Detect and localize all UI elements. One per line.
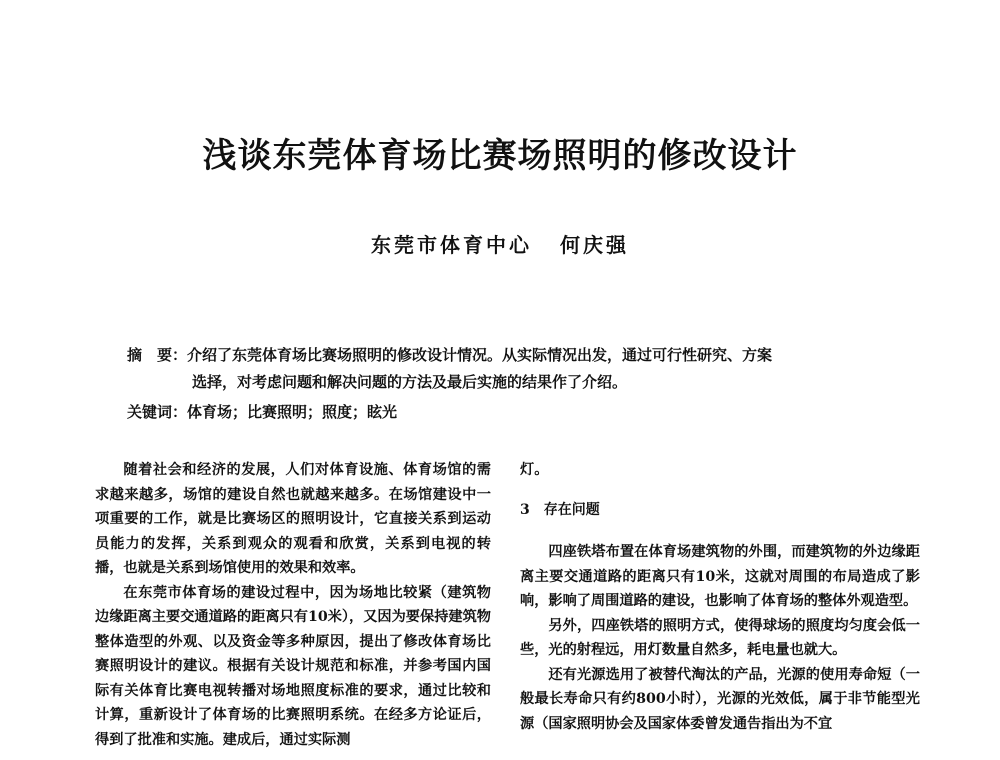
continued-text: 灯。 <box>520 462 549 478</box>
paper-title: 浅谈东莞体育场比赛场照明的修改设计 <box>202 136 798 176</box>
abstract-text-2: 选择，对考虑问题和解决问题的方法及最后实施的结果作了介绍。 <box>192 373 628 391</box>
body-paragraph: 另外，四座铁塔的照明方式，使得球场的照度均匀度会低一些，光的射程远，用灯数量自然多，耗电量也就大。 <box>520 617 920 658</box>
abstract-block <box>127 342 887 396</box>
abstract-line-1 <box>127 342 887 369</box>
body-paragraph: 还有光源选用了被替代淘汰的产品，光源的使用寿命短（一般最长寿命只有约800小时），光源的光效低，属于非节能型光源（国家照明协会及国家体委曾发通告指出为不宜 <box>520 666 920 732</box>
author-name: 何庆强 <box>560 233 629 257</box>
keywords-text: 体育场；比赛照明；照度；眩光 <box>187 403 398 421</box>
section-number: 3 <box>520 501 530 518</box>
body-paragraph: 在东莞市体育场的建设过程中，因为场地比较紧（建筑物边缘距离主要交通道路的距离只有10米），又因为要保持建筑物整体造型的外观、以及资金等多种原因，提出了修改体育场比赛照明设计的建议。根据有关设计规范和标准，并参考国内国际有关体育比赛电视转播对场地照度标准的要求，通过比较和计算，重新设计了体育场的比赛照明系统。在经多方论证后，得到了批准和实施。建成后，通过实际测 <box>95 584 491 748</box>
keywords-block <box>127 399 887 426</box>
left-column <box>95 458 491 752</box>
abstract-text-1: 介绍了东莞体育场比赛场照明的修改设计情况。从实际情况出发，通过可行性研究、方案 <box>187 346 773 364</box>
abstract-label: 摘 要： <box>127 346 188 364</box>
body-paragraph: 四座铁塔布置在体育场建筑物的外围，而建筑物的外边缘距离主要交通道路的距离只有10米，这就对周围的布局造成了影响，影响了周围道路的建设，也影响了体育场的整体外观造型。 <box>520 544 920 609</box>
affiliation: 东莞市体育中心 <box>371 233 532 257</box>
keywords-label: 关键词： <box>127 403 188 421</box>
body-paragraph: 随着社会和经济的发展，人们对体育设施、体育场馆的需求越来越多，场馆的建设自然也就越来越多。在场馆建设中一项重要的工作，就是比赛场区的照明设计，它直接关系到运动员能力的发挥，关系到观众的观看和欣赏，关系到电视的转播，也就是关系到场馆使用的效果和效率。 <box>95 462 491 576</box>
section-heading <box>520 498 920 523</box>
right-column <box>520 458 920 736</box>
section-title: 存在问题 <box>543 501 600 518</box>
byline <box>0 229 1000 258</box>
